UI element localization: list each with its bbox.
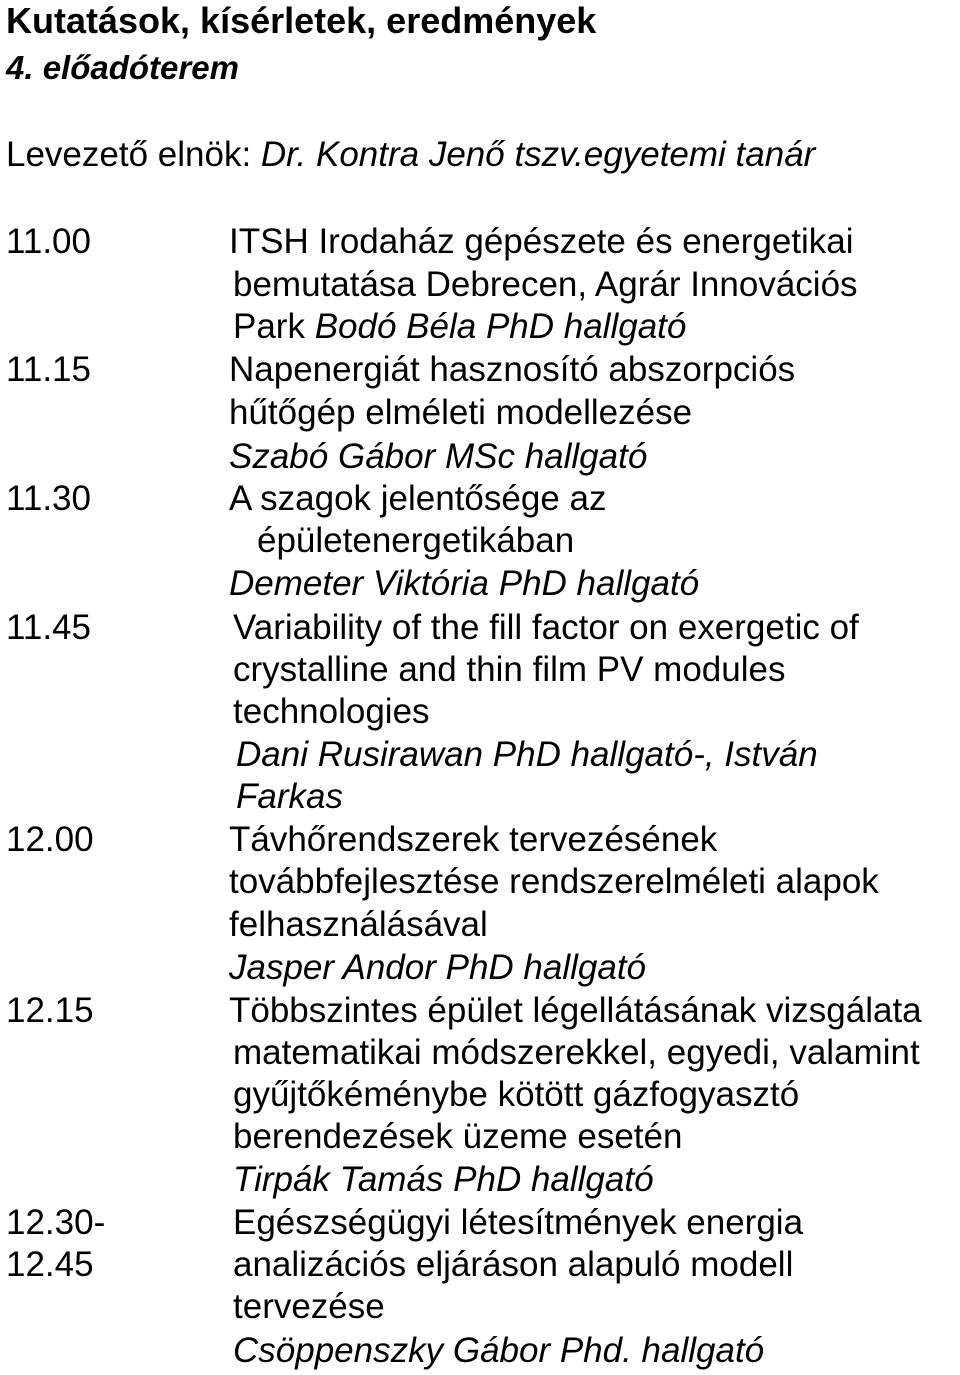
talk-title-line: Variability of the fill factor on exergetic of <box>233 608 859 647</box>
talk-speaker: Bodó Béla PhD hallgató <box>314 307 687 346</box>
talk-title-line: Napenergiát hasznosító abszorpciós <box>229 350 796 389</box>
talk-title-line: analizációs eljáráson alapuló modell <box>233 1245 794 1284</box>
talk-time: 12.45 <box>6 1245 94 1284</box>
chair-name: Dr. Kontra Jenő tszv.egyetemi tanár <box>260 135 816 174</box>
session-room: 4. előadóterem <box>6 49 239 86</box>
talk-speaker: Csöppenszky Gábor Phd. hallgató <box>233 1331 765 1370</box>
talk-speaker: Demeter Viktória PhD hallgató <box>229 564 700 603</box>
talk-title-line: továbbfejlesztése rendszerelméleti alapok <box>229 862 879 901</box>
talk-time: 12.15 <box>6 991 94 1030</box>
talk-title-line: felhasználásával <box>229 905 488 944</box>
talk-title-line: technologies <box>233 692 430 731</box>
talk-title-line: A szagok jelentősége az <box>229 479 607 518</box>
talk-title-line: berendezések üzeme esetén <box>233 1117 683 1156</box>
talk-speaker: Tirpák Tamás PhD hallgató <box>233 1160 654 1199</box>
talk-title-line: matematikai módszerekkel, egyedi, valamint <box>233 1033 920 1072</box>
session-chair <box>6 134 815 176</box>
session-title: Kutatások, kísérletek, eredmények <box>6 0 597 41</box>
talk-title-line <box>233 306 686 348</box>
talk-title-fragment: Park <box>233 307 305 346</box>
talk-time: 12.00 <box>6 820 94 859</box>
talk-speaker: Farkas <box>236 777 343 816</box>
talk-time: 11.15 <box>6 350 91 389</box>
talk-time: 11.45 <box>6 608 91 647</box>
talk-title-line: Többszintes épület légellátásának vizsgálata <box>229 991 922 1030</box>
talk-title-line: bemutatása Debrecen, Agrár Innovációs <box>233 265 858 304</box>
talk-time: 11.30 <box>6 479 91 518</box>
talk-title-line: hűtőgép elméleti modellezése <box>229 393 693 432</box>
talk-speaker: Szabó Gábor MSc hallgató <box>229 437 648 476</box>
talk-title-line: épületenergetikában <box>257 521 575 560</box>
talk-title-line: Távhőrendszerek tervezésének <box>229 820 718 859</box>
talk-title-line: ITSH Irodaház gépészete és energetikai <box>229 222 854 261</box>
talk-speaker: Jasper Andor PhD hallgató <box>229 948 647 987</box>
talk-speaker: Dani Rusirawan PhD hallgató-, István <box>236 735 818 774</box>
talk-time: 11.00 <box>6 222 91 261</box>
talk-title-line: Egészségügyi létesítmények energia <box>233 1203 804 1242</box>
chair-label: Levezető elnök: <box>6 135 261 174</box>
talk-title-line: tervezése <box>233 1287 385 1326</box>
talk-title-line: gyűjtőkéménybe kötött gázfogyasztó <box>233 1075 800 1114</box>
talk-title-line: crystalline and thin film PV modules <box>233 650 786 689</box>
talk-time: 12.30- <box>6 1203 106 1242</box>
